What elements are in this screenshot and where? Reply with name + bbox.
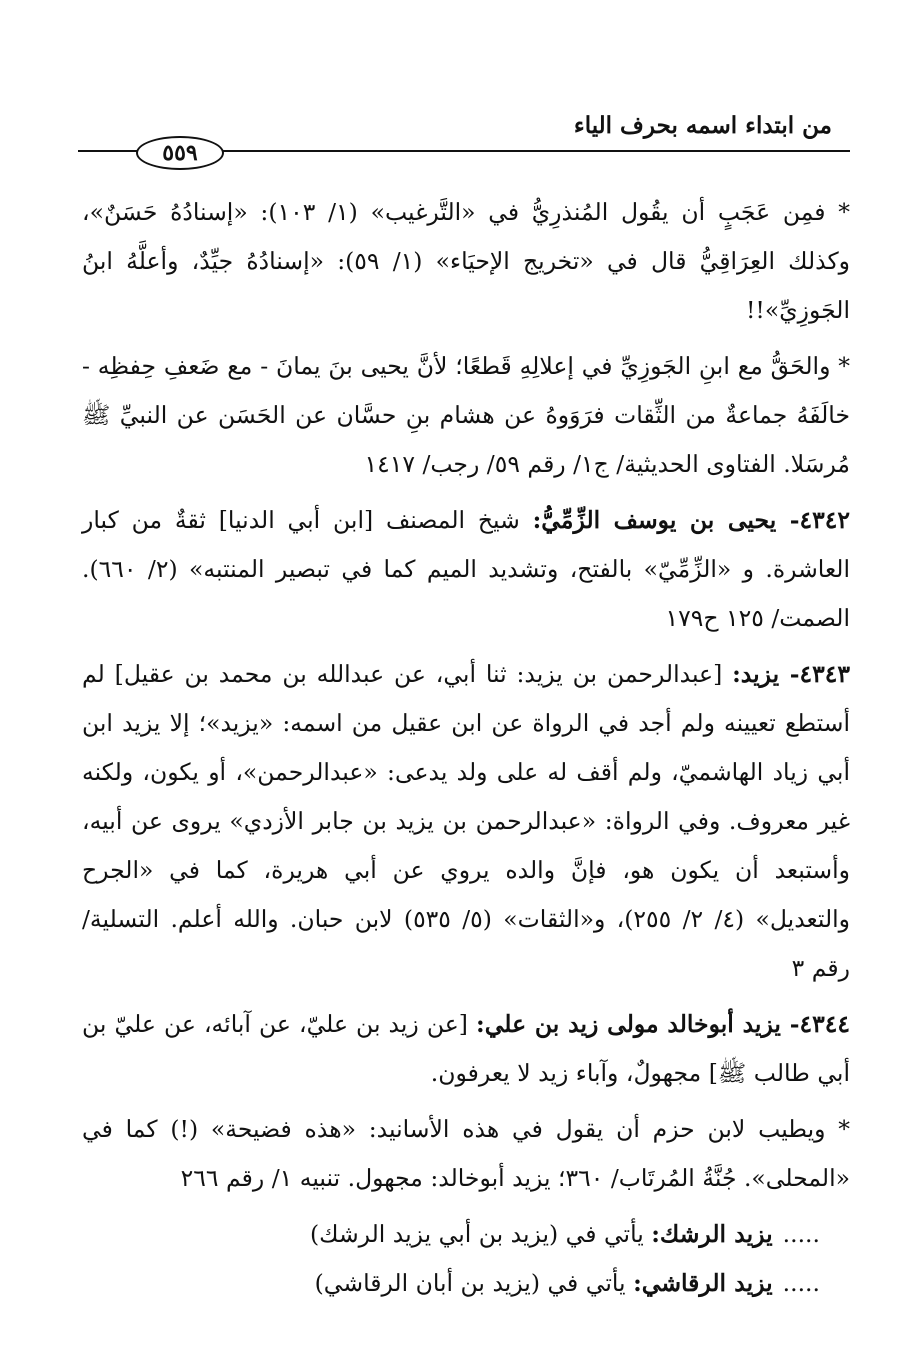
entry-4344-heading: ٤٣٤٤- يزيد أبوخالد مولى زيد بن علي: [476,1010,851,1038]
entry-4342 [82,496,850,643]
paragraph-1-text: * فمِن عَجَبٍ أن يقُول المُنذرِيُّ في «التَّرغيب» (١/ ١٠٣): «إسنادُهُ حَسَنٌ»، وكذلك العِرَاقِيُّ قال في «تخريج الإحيَاء» (١/ ٥٩): «إسنادُهُ جيِّدٌ، وأعلَّهُ ابنُ الجَوزِيِّ»!! [82,198,851,324]
cross-reference-1 [82,1210,850,1259]
cross-reference-2-text: يأتي في (يزيد بن أبان الرقاشي) [314,1269,634,1297]
running-title: من ابتداء اسمه بحرف الياء [573,112,832,139]
cross-reference-1-dots: ..... [782,1220,820,1248]
entry-4343-heading: ٤٣٤٣- يزيد: [732,660,850,688]
cross-reference-1-text: يأتي في (يزيد بن أبي يزيد الرشك) [309,1220,652,1248]
entry-4344 [82,1000,850,1098]
paragraph-6-text: * ويطيب لابن حزم أن يقول في هذه الأسانيد: «هذه فضيحة» (!) كما في «المحلى». جُنَّةُ المُرتَاب/ ٣٦٠؛ يزيد أبوخالد: مجهول. تنبيه ١/ رقم ٢٦٦ [82,1115,850,1192]
cross-reference-1-name: يزيد الرشك: [651,1220,773,1248]
entry-4342-heading: ٤٣٤٢- يحيى بن يوسف الزِّمِّيُّ: [532,506,851,534]
entry-4344-text: [عن زيد بن عليّ، عن آبائه، عن عليّ بن أبي طالب ﷺ] مجهولٌ، وآباء زيد لا يعرفون. [82,1010,850,1087]
cross-reference-2-dots: ..... [782,1269,820,1297]
paragraph-2 [82,342,850,489]
paragraph-6 [82,1105,850,1203]
entry-4342-text: شيخ المصنف [ابن أبي الدنيا] ثقةٌ من كبار العاشرة. و «الزِّمِّيّ» بالفتح، وتشديد الميم كما في تبصير المنتبه» (٢/ ٦٦٠). الصمت/ ١٢٥ ح١٧٩ [82,506,850,632]
cross-reference-2-name: يزيد الرقاشي: [633,1269,773,1297]
cross-reference-2 [82,1259,850,1308]
paragraph-1 [82,188,850,335]
entry-4343 [82,650,850,993]
paragraph-2-text: * والحَقُّ مع ابنِ الجَوزِيِّ في إعلالِهِ قَطعًا؛ لأنَّ يحيى بنَ يمانَ - مع ضَعفِ حِفظِه - خالَفَهُ جماعةٌ من الثِّقات فرَوَوهُ عن هشام بنِ حسَّان عن الحَسَن عن النبيِّ ﷺ مُرسَلا. الفتاوى الحديثية/ ج١/ رقم ٥٩/ رجب/ ١٤١٧ [82,352,850,478]
page-number: ٥٥٩ [136,136,224,170]
entry-4343-text: [عبدالرحمن بن يزيد: ثنا أبي، عن عبدالله بن محمد بن عقيل] لم أستطع تعيينه ولم أجد في الرواة عن ابن عقيل من اسمه: «يزيد»؛ إلا يزيد ابن أبي زياد الهاشميّ، ولم أقف له على ولد يدعى: «عبدالرحمن»، أو يكون، ولكنه غير معروف. وفي الرواة: «عبدالرحمن بن يزيد بن جابر الأزدي» يروى عن أبيه، وأستبعد أن يكون هو، فإنَّ والده يروي عن أبي هريرة، كما في «الجرح والتعديل» (٤/ ٢/ ٢٥٥)، و«الثقات» (٥/ ٥٣٥) لابن حبان. والله أعلم. التسلية/ رقم ٣ [82,660,850,982]
body-text [82,188,850,1308]
